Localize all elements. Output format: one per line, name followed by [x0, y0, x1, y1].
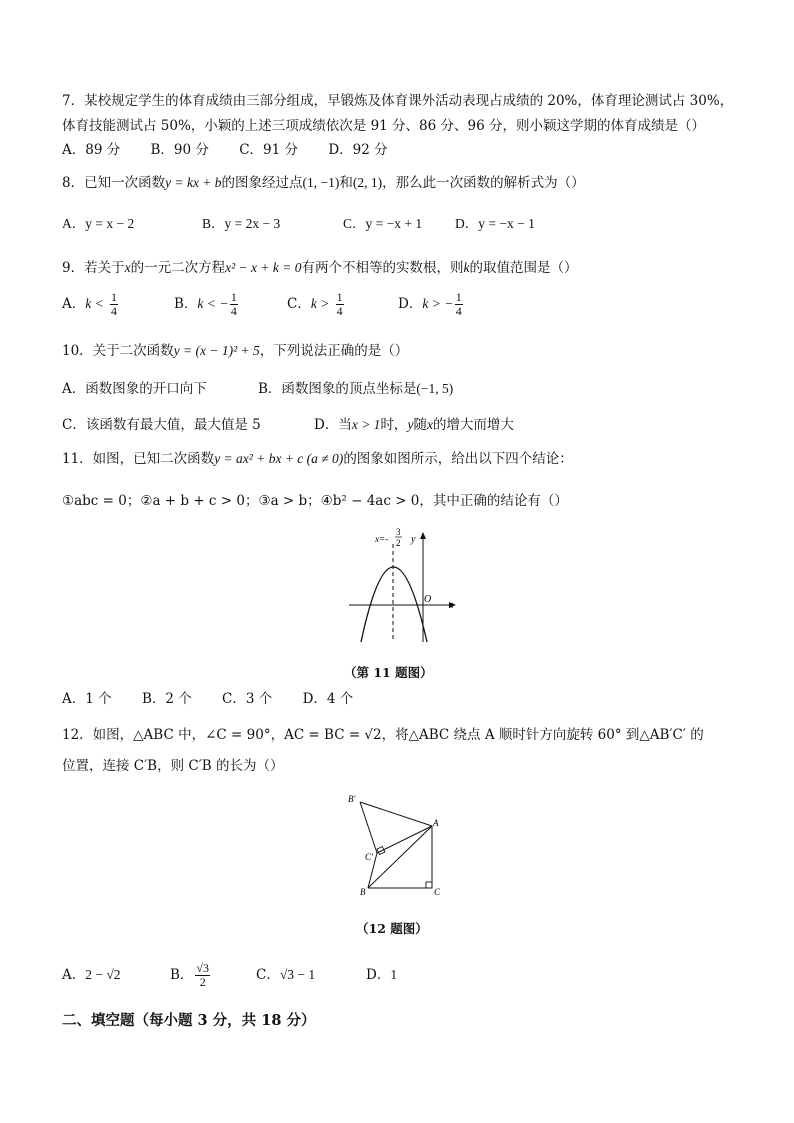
q8-prefix: 8．已知一次函数: [62, 175, 166, 191]
q10-func: y = (x − 1)² + 5: [173, 343, 260, 358]
axis-y-arrow: [420, 532, 426, 539]
label-a: A: [433, 818, 439, 828]
q7-line2: 体育技能测试占 50%，小颖的上述三项成绩依次是 91 分、86 分、96 分，则小颖这学期的体育成绩是（）: [62, 118, 705, 134]
q10-option-b: B．函数图象的顶点坐标是: [258, 381, 417, 397]
q7-option-c: C．91 分: [239, 142, 299, 158]
q8-options: [62, 215, 535, 233]
q10-option-d-b: 时，: [380, 417, 408, 433]
q11-stem: [62, 450, 573, 468]
seg-b1c1: [360, 802, 377, 853]
q12-option-d-value: 1: [390, 967, 398, 982]
q12-line1: 12．如图，△ABC 中，∠C = 90°，AC = BC = √2，将△ABC 绕点 A 顺时针方向旋转 60° 到△AB′C′ 的: [62, 727, 704, 743]
q10-prefix: 10．关于二次函数: [62, 343, 174, 359]
q10-option-d-c: 随: [413, 417, 427, 433]
q10-option-d-x: x: [426, 417, 433, 432]
q11-suffix: 的图象如图所示，给出以下四个结论：: [343, 451, 573, 467]
q8-point1: (1, −1): [302, 175, 340, 190]
q9-mid2: 有两个不相等的实数根，则: [301, 260, 464, 276]
q12-option-c: [256, 966, 366, 984]
right-angle-c: [426, 882, 432, 888]
label-b: B: [360, 887, 366, 897]
q9-option-d-frac: [455, 291, 463, 318]
q7-option-d: D．92 分: [328, 142, 388, 158]
q9-options: [62, 291, 465, 318]
q10-option-c: C．该函数有最大值，最大值是 5: [62, 417, 261, 433]
q9-option-a-frac: [110, 291, 118, 318]
q8-point2: (2, 1): [352, 175, 383, 190]
q12-option-c-value: √3 − 1: [279, 967, 316, 982]
q10-option-d-cond: x > 1: [351, 417, 381, 432]
q8-stem: [62, 174, 585, 192]
q8-option-a: A．y = x − 2: [62, 216, 135, 231]
q12-line2: 位置，连接 C′B，则 C′B 的长为（）: [62, 758, 284, 774]
q7-line1: 7．某校规定学生的体育成绩由三部分组成，早锻炼及体育课外活动表现占成绩的 20%，体育理论测试占 30%，: [62, 93, 734, 109]
q9-suffix: 的取值范围是（）: [469, 260, 578, 276]
q11-conclusions: ①abc = 0；②a + b + c > 0；③a > b；④b² − 4ac > 0，其中正确的结论有（）: [62, 493, 568, 509]
label-y: y: [411, 534, 416, 545]
q11-options: [62, 690, 379, 708]
q9-option-a-label: A．: [62, 296, 86, 312]
q9-option-b: [174, 291, 287, 318]
q9-option-c-den: 4: [336, 304, 343, 318]
q12-option-a-value: 2 − √2: [85, 967, 121, 982]
label-x: x: [449, 600, 454, 611]
q11-func: y = ax² + bx + c (a ≠ 0): [214, 451, 344, 466]
q9-option-b-num: 1: [230, 290, 237, 304]
q9-option-a-num: 1: [111, 290, 118, 304]
q8-option-c: C．y = −x + 1: [343, 216, 423, 231]
label-x-eq: x=-: [375, 534, 389, 544]
q8-mid: 的图象经过点: [221, 175, 303, 191]
q12-option-b-label: B．: [170, 967, 194, 983]
q9-option-d-sign: −: [445, 296, 453, 311]
q10-options-cd: [62, 416, 514, 434]
q9-option-a-den: 4: [111, 304, 118, 318]
q9-option-d-rel: k >: [422, 296, 441, 311]
q7-option-b: B．90 分: [150, 142, 209, 158]
q12-option-b: [170, 962, 256, 989]
seg-ab: [368, 826, 432, 888]
q11-option-b: B．2 个: [141, 691, 192, 707]
q9-option-b-rel: k <: [197, 296, 216, 311]
q12-triangle-figure: [340, 790, 450, 898]
q11-option-a: A．1 个: [62, 691, 112, 707]
q12-option-d-label: D．: [366, 967, 391, 983]
q9-option-a-rel: k <: [85, 296, 104, 311]
q9-option-d-num: 1: [455, 290, 462, 304]
label-c: C: [434, 887, 441, 897]
q12-option-a-label: A．: [62, 967, 86, 983]
q10-stem: [62, 342, 408, 360]
label-c1: C′: [365, 852, 373, 862]
q8-option-b: B．y = 2x − 3: [202, 216, 281, 231]
q8-option-d: D．y = −x − 1: [455, 216, 535, 231]
q9-option-c-num: 1: [336, 290, 343, 304]
q12-option-b-num: √3: [196, 961, 210, 975]
q12-option-c-label: C．: [256, 967, 280, 983]
q9-option-c-rel: k >: [310, 296, 330, 311]
q12-option-b-frac: [195, 962, 210, 989]
q8-func: y = kx + b: [165, 175, 222, 190]
q9-option-c-label: C．: [287, 296, 311, 312]
section-2-heading: 二、填空题（每小题 3 分，共 18 分）: [62, 1012, 316, 1029]
q11-prefix: 11．如图，已知二次函数: [62, 451, 215, 467]
q12-options: [62, 962, 397, 989]
q9-option-b-label: B．: [174, 296, 198, 312]
q9-option-c: [287, 291, 398, 318]
q9-option-b-frac: [230, 291, 238, 318]
q10-option-d-d: 的增大而增大: [432, 417, 514, 433]
q9-k: k: [463, 260, 470, 275]
q9-option-d: [398, 290, 465, 318]
q10-option-b-point: (−1, 5): [416, 381, 454, 396]
q9-option-a: [62, 291, 174, 318]
label-frac-den: 2: [396, 538, 401, 548]
q9-mid: 的一元二次方程: [130, 260, 226, 276]
q8-suffix: ，那么此一次函数的解析式为（）: [382, 175, 585, 191]
q10-options-ab: [62, 380, 453, 398]
q11-option-d: D．4 个: [302, 691, 354, 707]
q7-options: [62, 141, 414, 159]
q11-parabola-figure: [345, 524, 465, 646]
q9-option-b-sign: −: [220, 296, 228, 311]
label-frac-num: 3: [396, 527, 401, 537]
seg-ab1: [360, 802, 432, 826]
q9-prefix: 9．若关于: [62, 260, 125, 276]
q8-and: 和: [339, 175, 353, 191]
q10-suffix: ，下列说法正确的是（）: [259, 343, 409, 359]
q9-option-b-den: 4: [230, 304, 237, 318]
seg-ac1: [377, 826, 432, 853]
q11-option-c: C．3 个: [222, 691, 273, 707]
q10-option-d-y: y: [407, 417, 414, 432]
q12-figure-caption: （12 题图）: [356, 921, 428, 936]
q9-option-d-den: 4: [455, 304, 462, 318]
q9-equation: x² − x + k = 0: [225, 260, 302, 275]
q9-option-d-label: D．: [398, 296, 423, 312]
q11-figure-caption: （第 11 题图）: [344, 665, 433, 680]
q12-option-d: [366, 967, 397, 983]
q9-option-c-frac: [336, 291, 344, 318]
q9-stem: [62, 259, 577, 277]
label-b1: B′: [348, 794, 356, 804]
q10-option-d-a: D．当: [314, 417, 352, 433]
q12-option-b-den: 2: [199, 975, 206, 989]
q12-option-a: [62, 966, 170, 984]
label-origin: O: [424, 594, 432, 605]
q7-option-a: A．89 分: [62, 142, 121, 158]
q10-option-a: A．函数图象的开口向下: [62, 381, 207, 397]
q9-var: x: [124, 260, 131, 275]
